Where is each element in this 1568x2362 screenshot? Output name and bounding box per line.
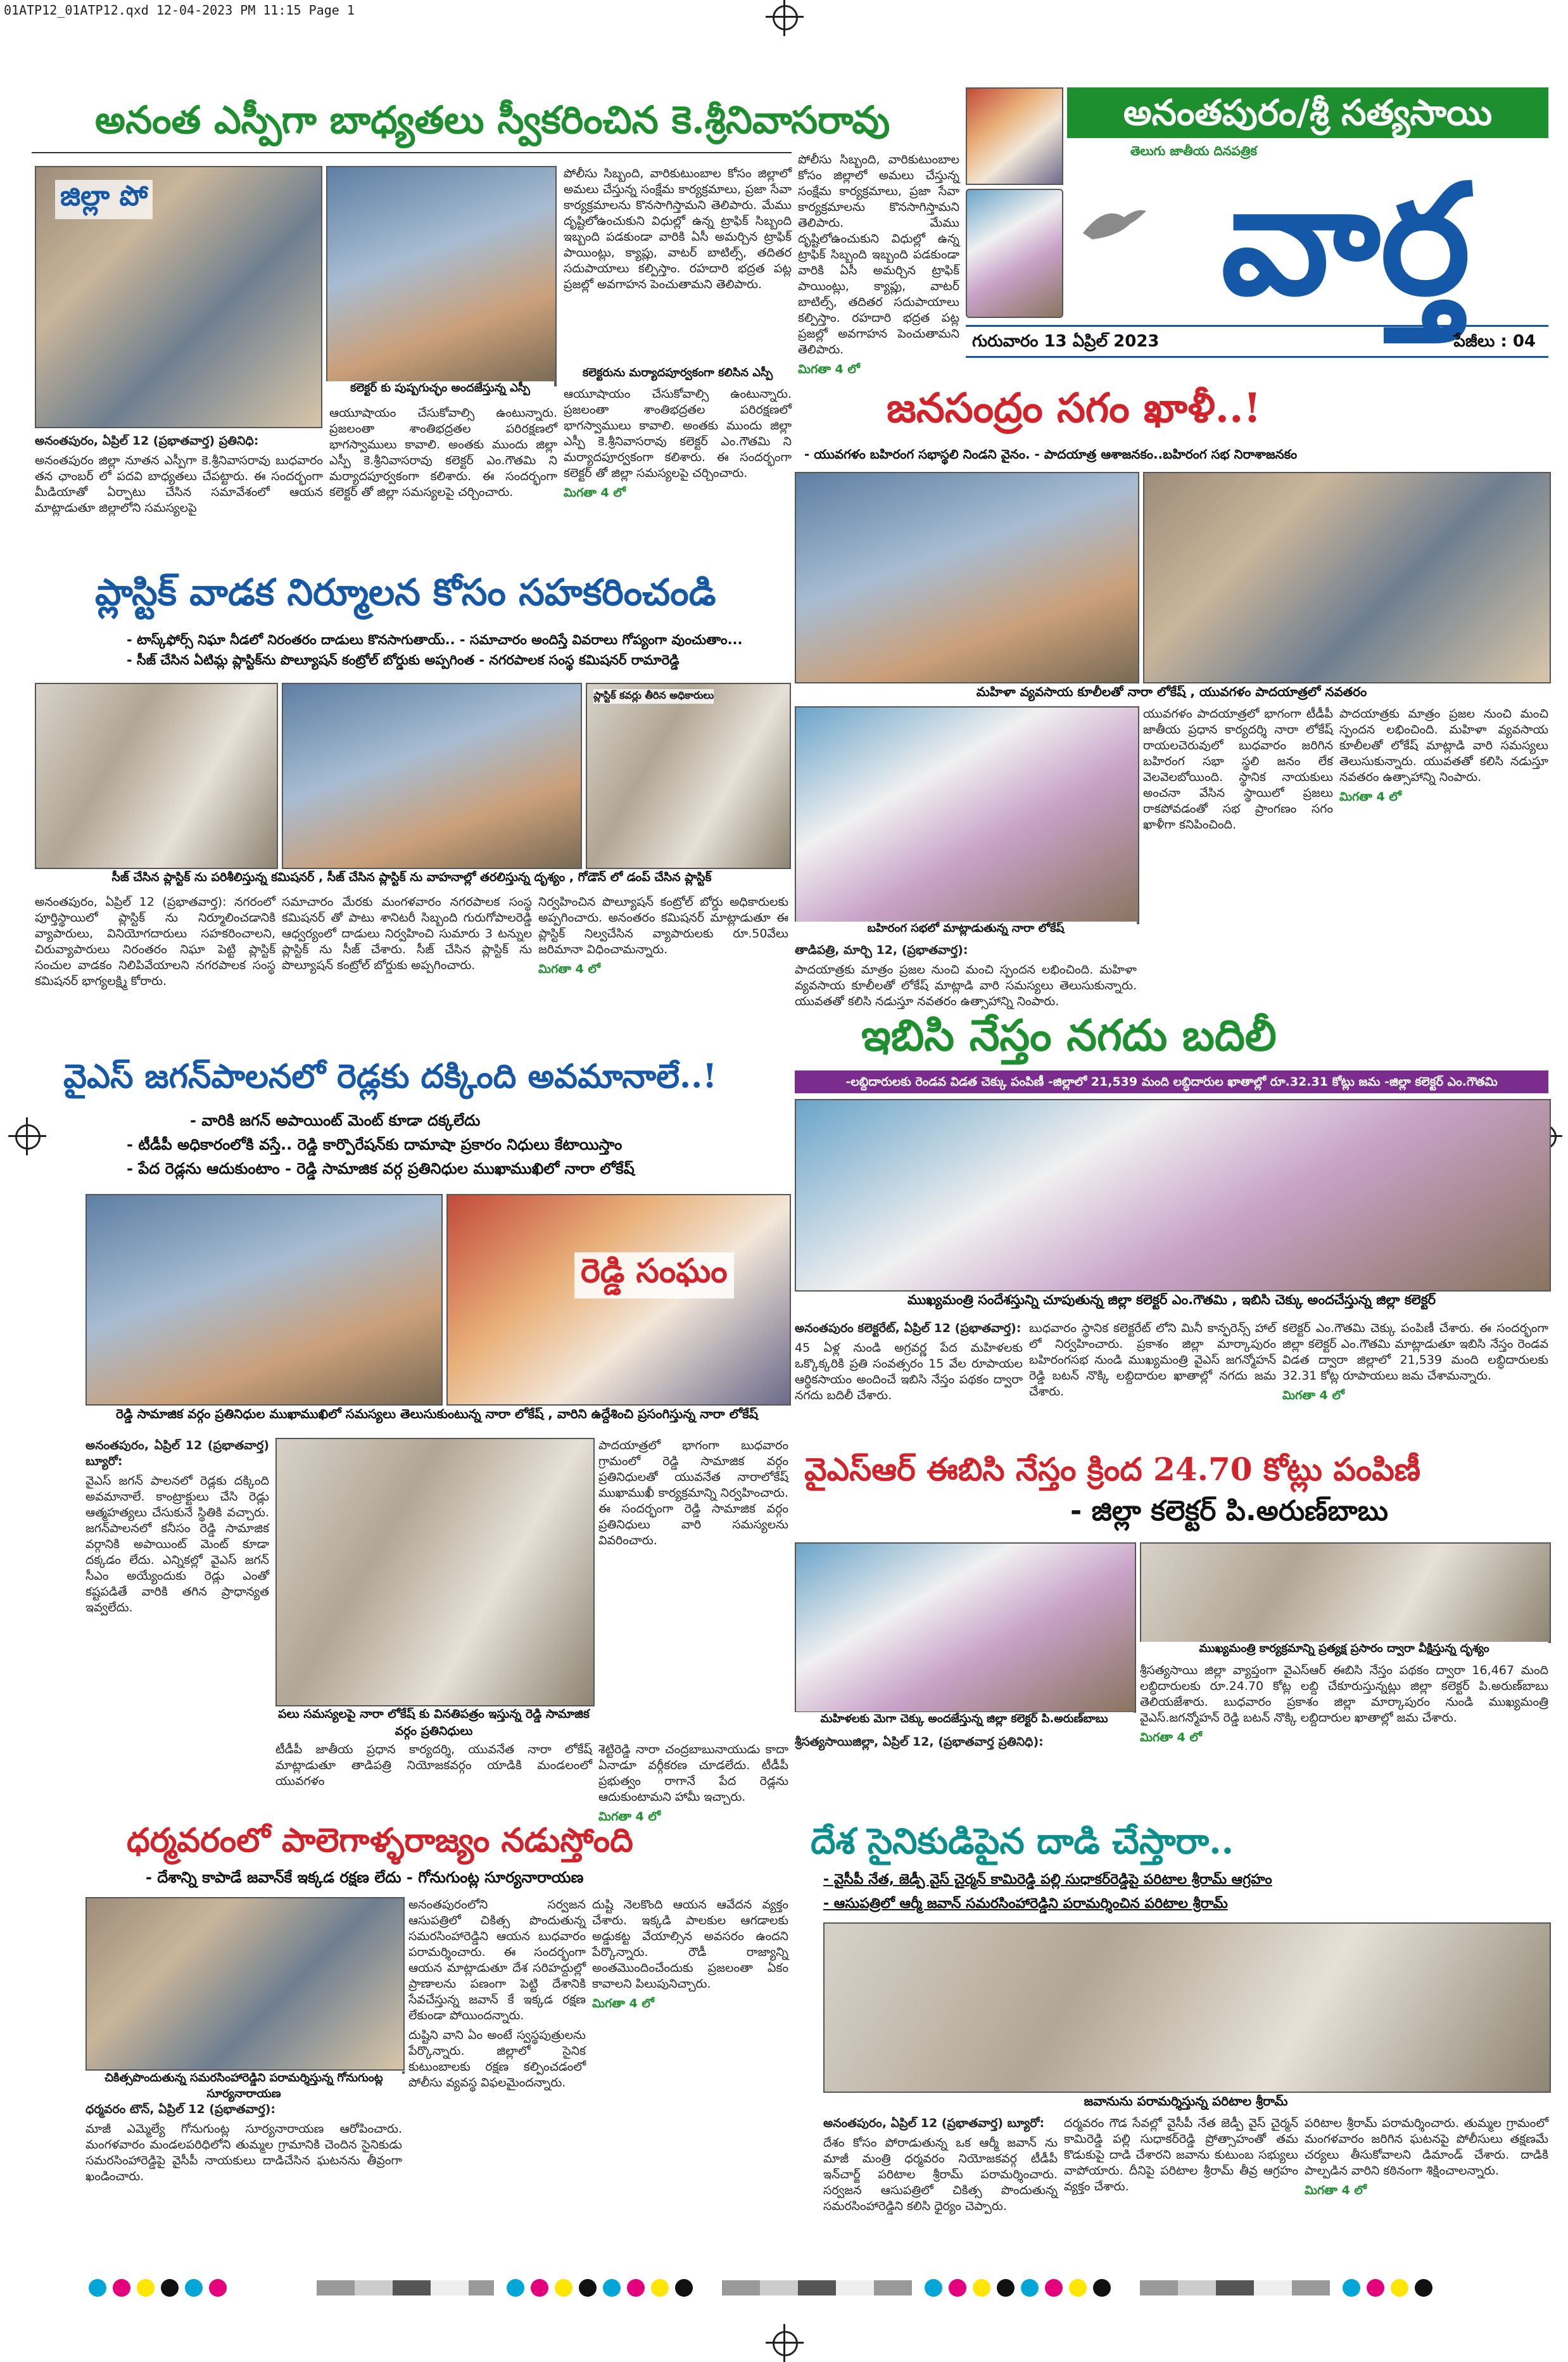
plastic-photo-inspection [35, 683, 278, 869]
file-slug: 01ATP12_01ATP12.qxd 12-04-2023 PM 11:15 Page 1 [4, 3, 355, 18]
ebc-headline: ఇబిసి నేస్తం నగదు బదిలీ [861, 1010, 1277, 1061]
color-bar-mid [507, 2279, 699, 2299]
janasandram-headline: జనసంద్రం సగం ఖాళీ..! [887, 384, 1261, 432]
dateline-bar [966, 325, 1548, 358]
masthead-tagline: తెలుగు జాతీయ దినపత్రిక [1130, 143, 1257, 158]
registration-mark-bottom [773, 2331, 798, 2356]
reddy-body-4 [598, 1742, 788, 1824]
plastic-caption: సీజ్ చేసిన ప్లాస్టిక్ ను పరిశీలిస్తున్న కమిషనర్ , సీజ్ చేసిన ప్లాస్టిక్ ను వాహనాల్లో తరలిస్తున్న దృశ్యం , గోడౌన్ లో డంప్ చేసిన ప్లాస్టిక్ [35, 870, 788, 887]
sp-body-2 [564, 166, 792, 356]
gray-bar-mid [722, 2280, 912, 2295]
dharmavaram-body-1 [85, 2102, 402, 2257]
reddy-continued: మిగతా 4 లో [598, 1810, 661, 1824]
reddy-banner-text: రెడ్డి సంఘం [574, 1252, 734, 1298]
sainikudu-body-2 [1064, 2116, 1298, 2258]
plastic-body-3 [538, 894, 788, 1040]
sp-photo-bouquet-1 [326, 166, 557, 384]
ysr-ebc-caption-2: మహిళలకు మెగా చెక్కు అందజేస్తున్న జిల్లా కలెక్టర్ పి.అరుణ్‌బాబు [795, 1712, 1134, 1728]
janasandram-caption-1: మహిళా వ్యవసాయ కూలీలతో నారా లోకేష్ , యువగళం పాదయాత్రలో నవతరం [795, 684, 1548, 702]
sainikudu-headline: దేశ సైనికుడిపైన దాడి చేస్తారా.. [811, 1820, 1234, 1862]
sainikudu-photo [823, 1922, 1551, 2093]
sp-headline: అనంత ఎస్పీగా బాధ్యతలు స్వీకరించిన కె.శ్రీనివాసరావు [95, 98, 890, 143]
reddy-body-3 [275, 1742, 592, 1812]
dharmavaram-subhead: - దేశాన్ని కాపాడే జవాన్‌కే ఇక్కడ రక్షణ లేదు - గోనుగుంట్ల సూర్యనారాయణ [146, 1869, 584, 1886]
janasandram-subhead: - యువగళం బహిరంగ సభాస్థలి నిండని వైనం. - పాదయాత్ర ఆశాజనకం..బహిరంగ సభ నిరాశాజనకం [804, 447, 1298, 462]
masthead-name: వార్త [1221, 150, 1470, 329]
color-bar-left [89, 2279, 233, 2299]
plastic-photo-truck [282, 683, 582, 869]
janasandram-body-mid [1143, 706, 1333, 1042]
issue-date: గురువారం 13 ఏప్రిల్ 2023 [972, 332, 1160, 351]
reddy-caption-1: రెడ్డి సామాజిక వర్గం ప్రతినిధుల ముఖాముఖిలో సమస్యలు తెలుసుకుంటున్న నారా లోకేష్ , వారిని ఉద్దేశించి ప్రసంగిస్తున్న నారా లోకేష్ [85, 1406, 788, 1425]
sp-body-text-right: పోలీసు సిబ్బంది, వారికుటుంబాల కోసం జిల్లాలో అమలు చేస్తున్న సంక్షేమ కార్యక్రమాలు, ప్రజా సేవా కార్యక్రమాలను కొనసాగిస్తామని తెలిపారు. మేము దృష్టిలోఉంచుకుని విధుల్లో ఉన్న ట్రాఫిక్ సిబ్బంది ఇబ్బంది పడకుండా వారికి ఏసీ అమర్చిన ట్రాఫిక్ పాయింట్లు, క్యాప్లు, వాటర్ బాటిల్స్, తదితర సదుపాయాలు కల్పిస్తాం. రహదారి భద్రత పట్ల ప్రజల్లో అవగాహన పెంచుతామని తెలిపారు. [798, 153, 959, 357]
sp-dateline: అనంతపురం, ఏప్రిల్ 12 (ప్రభాతవార్త) ప్రతినిధి: [35, 434, 259, 448]
sp-body-2b [564, 386, 792, 551]
sainikudu-body-1 [823, 2116, 1058, 2258]
janasandram-dateline: తాడిపత్రి, మార్చి 12, (ప్రభాతవార్త): [795, 943, 968, 957]
ysr-ebc-body-text: శ్రీసత్యసాయి జిల్లా వ్యాప్తంగా వైఎస్ఆర్ ఈబిసి నేస్తం పథకం ద్వారా 16,467 మంది లబ్ధిదారులకు రూ.24.70 కోట్ల లబ్ది చేకూరుస్తున్నట్లు జిల్లా కలెక్టర్ పి.అరుణ్‌బాబు తెలియజేశారు. బుధవారం ప్రకాశం జిల్లా మార్కాపురం నుండి ముఖ్యమంత్రి వైఎస్.జగన్మోహన్ రెడ్డి బటన్ నొక్కి లబ్దిదారుల ఖాతాల్లో జమ చేశారు. [1140, 1663, 1548, 1725]
reddy-body-1 [85, 1438, 269, 1805]
plastic-subhead-1: - టాస్క్‌ఫోర్స్ నిఘా నీడలో నిరంతరం దాడులు కొనసాగుతాయ్.. - సమాచారం అందిస్తే వివరాలు గోప్యంగా వుంచుతాం... [127, 632, 743, 647]
ysr-ebc-photo-cheque [795, 1542, 1136, 1713]
plastic-body-text-3: నిర్వహించిన పొల్యూషన్ కంట్రోల్ బోర్డు అధికారులకు అప్పగించారు. అనంతరం కమిషనర్ మాట్లాడుతూ ఈ ప్లాస్టిక్ నిల్వచేసిన వ్యాపారులకు రూ.50వేలు జరిమానా విధించామన్నారు. [538, 895, 788, 956]
ebc-continued: మిగతా 4 లో [1282, 1388, 1344, 1402]
sp-body-1 [35, 433, 323, 554]
color-bar-right [925, 2279, 1117, 2299]
reddy-body-text-4: శెట్టిరెడ్డి నారా చంద్రబాబునాయుడు కాదా ఏనాడూ వర్గీకరణ చూడలేదు. టీడీపీ ప్రభుత్వం రాగానే పేద రెడ్లను ఆదుకుంటామని హామీ ఇచ్చారు. [598, 1743, 788, 1804]
gray-bar-right [1140, 2280, 1330, 2295]
janasandram-body-text-2: యువగళం పాదయాత్రలో భాగంగా టీడీపీ జాతీయ ప్రధాన కార్యదర్శి నారా లోకేష్ రాయలచెరువులో బుధవారం జరిగిన బహిరంగ సభా స్థలి జనం లేక వెలవెలబోయింది. స్థానిక నాయకులు అంచనా వేసిన స్థాయిలో ప్రజలు రాకపోవడంతో సభ ప్రాంగణం సగం ఖాళీగా కనిపించింది. [1143, 707, 1333, 832]
ebc-body-text-3: కలెక్టర్ ఎం.గౌతమి చెక్కు పంపిణీ చేశారు. ఈ సందర్భంగా జిల్లా కలెక్టర్ ఎం.గౌతమి మాట్లాడుతూ ఇబిసి నేస్తం రెండవ విడత ద్వారా జిల్లాలో 21,539 మంది లబ్ధిదారులకు 32.31 కోట్ల రూపాయలు జమ చేశామన్నారు. [1282, 1321, 1548, 1383]
ebc-photo [795, 1099, 1551, 1292]
reddy-subhead-3: - పేద రెడ్లను ఆదుకుంటాం - రెడ్డి సామాజిక వర్గ ప్రతినిధుల ముఖాముఖిలో నారా లోకేష్ [127, 1160, 635, 1178]
reddy-subhead-2: - టీడీపీ అధికారంలోకి వస్తే.. రెడ్డి కార్పొరేషన్‌కు దామాషా ప్రకారం నిధులు కేటాయిస్తాం [127, 1136, 623, 1153]
dharmavaram-body-2 [408, 1897, 586, 2258]
sainikudu-body-text-3: పరిటాల శ్రీరామ్ పరామర్శించారు. తుమ్మల గ్రామంలో మంగళవారం జరిగిన ఘటనపై పోలీసులు తక్షణమే చర్యలు తీసుకోవాలని డిమాండ్ చేశారు. దాడికి పాల్పడిన వారిని కఠినంగా శిక్షించాలన్నారు. [1305, 2116, 1548, 2178]
reddy-headline: వైఎస్ జగన్‌పాలనలో రెడ్లకు దక్కింది అవమానాలే..! [63, 1057, 718, 1096]
registration-mark-top [773, 5, 798, 30]
reddy-body-text-2: పాదయాత్రలో భాగంగా బుధవారం గ్రామంలో రెడ్డి సామాజిక వర్గం ప్రతినిధులతో యువనేత నారాలోకేష్ ముఖాముఖీ కార్యక్రమాన్ని నిర్వహించారు. ఈ సందర్భంగా రెడ్డి సామాజిక వర్గం ప్రతినిధులు వారి సమస్యలను వివరించారు. [598, 1438, 788, 1547]
ysr-ebc-body [1140, 1663, 1548, 1808]
reddy-subhead-1: - వారికి జగన్ అపాయింట్ మెంట్ కూడా దక్కలేదు [190, 1112, 481, 1129]
janasandram-continued: మిగతా 4 లో [1339, 790, 1401, 804]
registration-mark-left [15, 1124, 41, 1150]
dharmavaram-caption: చికిత్సపొందుతున్న సమరసింహారెడ్డిని పరామర్శిస్తున్న గోనుగుంట్ల సూర్యనారాయణ [85, 2071, 402, 2103]
dharmavaram-headline: ధర్మవరంలో పాలెగాళ్ళరాజ్యం నడుస్తోంది [127, 1821, 633, 1860]
plastic-subhead-2: - సీజ్ చేసిన ఏటిమ్ల ప్లాస్టిక్‌ను పొల్యూషన్ కంట్రోల్ బోర్డుకు అప్పగింత - నగరపాలక సంస్థ కమిషనర్ రామారెడ్డి [127, 652, 680, 668]
ebc-dateline: అనంతపురం కలెక్టరేట్, ఏప్రిల్ 12 (ప్రభాతవార్త): [795, 1321, 1021, 1335]
sp-body-text-2: పోలీసు సిబ్బంది, వారికుటుంబాల కోసం జిల్లాలో అమలు చేస్తున్న సంక్షేమ కార్యక్రమాలు, ప్రజా సేవా కార్యక్రమాలను కొనసాగిస్తామని తెలిపారు. మేము దృష్టిలోఉంచుకుని విధుల్లో ఉన్న ట్రాఫిక్ సిబ్బంది ఇబ్బంది పడకుండా వారికి ఏసీ అమర్చిన ట్రాఫిక్ పాయింట్లు, క్యాప్లు, వాటర్ బాటిల్స్, తదితర సదుపాయాలు కల్పిస్తాం. రహదారి భద్రత పట్ల ప్రజల్లో అవగాహన పెంచుతామని తెలిపారు. [564, 167, 792, 291]
dharmavaram-body-text-4: దుష్టిని వాని ఏం అంటే స్వస్థపుత్రులను పేర్కొన్నారు. జిల్లాలో సైనిక కుటుంబాలకు రక్షణ కల్పించడంలో పోలీసు వ్యవస్థ విఫలమైందన్నారు. [408, 2028, 586, 2090]
ebc-body-2 [1029, 1321, 1276, 1454]
janasandram-caption-2: బహిరంగ సభలో మాట్లాడుతున్న నారా లోకేష్ [795, 922, 1137, 937]
plastic-headline: ప్లాస్టిక్ వాడక నిర్మూలన కోసం సహకరించండి [95, 571, 716, 614]
ysr-ebc-dateline-box [795, 1734, 1134, 1760]
dharmavaram-continued: మిగతా 4 లో [592, 1997, 654, 2010]
dove-logo [1080, 201, 1149, 246]
ysr-ebc-dateline: శ్రీసత్యసాయిజిల్లా, ఏప్రిల్ 12, (ప్రభాతవార్త ప్రతినిధి): [795, 1735, 1044, 1749]
janasandram-body-right [1339, 706, 1548, 1042]
plastic-body-2 [282, 894, 532, 1040]
sainikudu-caption: జవానును పరామర్శిస్తున్న పరిటాల శ్రీరామ్ [823, 2093, 1548, 2112]
sp-right-continued: మిగతా 4 లో [798, 362, 860, 376]
sainikudu-subhead-2: - ఆసుపత్రిలో ఆర్మీ జవాన్ సమరసింహారెడ్డిని పరామర్శించిన పరిటాల శ్రీరామ్ [823, 1896, 1228, 1912]
reddy-caption-2: పలు సమస్యలపై నారా లోకేష్ కు వినతిపత్రం ఇస్తున్న రెడ్డి సామాజిక వర్గం ప్రతినిధులు [275, 1707, 592, 1741]
page-count: పేజీలు : 04 [1453, 332, 1536, 351]
plastic-body-1 [35, 894, 275, 1040]
plastic-photo-note: ప్లాస్టిక్ కవర్లు తీరిన అధికారులు [593, 689, 714, 704]
ebc-body-3 [1282, 1321, 1548, 1454]
sainikudu-body-text-1: దేశం కోసం పోరాడుతున్న ఒక ఆర్మీ జవాన్ ను మాజీ మంత్రి ధర్మవరం నియోజకవర్గ టీడీపీ ఇన్‌చార్జ్ పరిటాల శ్రీరామ్ పరామర్శించారు. సర్వజన ఆసుపత్రిలో చికిత్స పొందుతున్న సమరసింహారెడ్డిని కలిసి ధైర్యం చెప్పారు. [823, 2136, 1058, 2213]
ebc-caption: ముఖ్యమంత్రి సందేశస్తున్ని చూపుతున్న జిల్లా కలెక్టర్ ఎం.గౌతమి , ఇబిసి చెక్కు అందచేస్తున్న జిల్లా కలెక్టర్ [795, 1292, 1548, 1311]
janasandram-body-text-3: పాదయాత్రకు మాత్రం ప్రజల నుంచి మంచి స్పందన లభించింది. మహిళా వ్యవసాయ కూలీలతో లోకేష్ మాట్లాడి వారి సమస్యలు తెలుసుకున్నారు. యువతతో కలిసి నడుస్తూ నవతరం ఉత్సాహాన్ని నింపారు. [1339, 707, 1548, 784]
plastic-body-text-1: అనంతపురం, ఏప్రిల్ 12 (ప్రభాతవార్త): నగరంలో పూర్తిస్థాయిలో ప్లాస్టిక్ ను నిర్మూలించడానికి వ్యాపారులు, వినియోగదారులు సహకరించాలని, చిరువ్యాపారులు నిరంతరం నిఘా పెట్టి ప్లాస్టిక్ సంచుల వాడకం నిలిపివేయాలని నగరపాలక సంస్థ కమిషనర్ భాగ్యలక్ష్మి కోరారు. [35, 895, 275, 988]
sp-body-text-2b: ఆయూషాయం చేసుకోవాల్సి ఉంటున్నారు. ప్రజలంతా శాంతిభద్రతల పరిరక్షణలో భాగస్వాములు కావాలి. అంతకు ముందు జిల్లా ఎస్పీ కె.శ్రీనివాసరావు కలెక్టర్ ఎం.గౌతమి ని మర్యాదపూర్వకంగా కలిశారు. ఈ సందర్భంగా కలెక్టర్ తో జిల్లా సమస్యలపై చర్చించారు. [564, 387, 792, 480]
sainikudu-body-text-2: దర్మవరం గౌడ సేవల్లో వైసీపీ నేత జెడ్పీ వైస్ చైర్మన్ కామిరెడ్డి పల్లి సుధాకర్‌రెడ్డి ప్రోత్సాహంతో తమ కొడుకుపై దాడి చేశారని జవాను కుటుంబ సభ్యులు వాపోయారు. దీనిపై పరిటాల శ్రీరామ్ తీవ్ర ఆగ్రహం వ్యక్తం చేశారు. [1064, 2116, 1298, 2194]
plastic-body-text-2: సమాచారం మేరకు మంగళవారం నగరపాలక సంస్థ కమిషనర్ తో పాటు శానిటరీ సిబ్బంది గురుగోపాలరెడ్డి ఆధ్వర్యంలో దాడులు నిర్వహించి సుమారు 3 టన్నుల ప్లాస్టిక్ ను సీజ్ చేశారు. సీజ్ చేసిన ప్లాస్టిక్ ను పొల్యూషన్ కంట్రోల్ బోర్డుకు అప్పగించారు. [282, 895, 532, 972]
ebc-body-1 [795, 1321, 1023, 1454]
reddy-body-text-3: టీడీపీ జాతీయ ప్రధాన కార్యదర్శి, యువనేత నారా లోకేష్ మాట్లాడుతూ తాడిపత్రి నియోజకవర్గం యాడికి మండలంలో యువగళం [275, 1743, 592, 1788]
ebc-strip: -లబ్దిదారులకు రెండవ విడత చెక్కు పంపిణీ -జిల్లాలో 21,539 మంది లబ్ధిదారుల ఖాతాల్లో రూ.32.31 కోట్లు జమ -జిల్లా కలెక్టర్ ఎం.గౌతమి [795, 1070, 1548, 1093]
sp-caption-1: కలెక్టర్ కు పుష్పగుచ్ఛం అందజేస్తున్న ఎస్పీ [326, 381, 554, 397]
masthead [966, 81, 1548, 360]
dharmavaram-photo-visit [85, 1897, 405, 2071]
reddy-body-2 [598, 1438, 788, 1736]
dharmavaram-dateline: ధర్మవరం టౌన్, ఏప్రిల్ 12 (ప్రభాతవార్త): [85, 2102, 276, 2116]
sainikudu-continued: మిగతా 4 లో [1305, 2183, 1367, 2197]
reddy-photo-speech [446, 1194, 791, 1406]
plastic-continued: మిగతా 4 లో [538, 962, 600, 976]
dharmavaram-body-3 [592, 1897, 788, 2258]
photo-sign-text: జిల్లా పో [55, 180, 153, 219]
gray-bar-left [317, 2280, 494, 2295]
masthead-edition: అనంతపురం/శ్రీ సత్యసాయి [1067, 87, 1548, 138]
plastic-photo-godown [586, 683, 791, 869]
sp-body-3 [329, 405, 557, 554]
janasandram-body-text-1: పాదయాత్రకు మాత్రం ప్రజల నుంచి మంచి స్పందన లభించింది. మహిళా వ్యవసాయ కూలీలతో లోకేష్ మాట్లాడి వారి సమస్యలు తెలుసుకున్నారు. యువతతో కలిసి నడుస్తూ నవతరం ఉత్సాహాన్ని నింపారు. [795, 963, 1137, 1008]
sp-body-text-3: ఆయూషాయం చేసుకోవాల్సి ఉంటున్నారు. ప్రజలంతా శాంతిభద్రతల పరిరక్షణలో భాగస్వాములు కావాలి. అంతకు ముందు జిల్లా ఎస్పీ కె.శ్రీనివాసరావు కలెక్టర్ ఎం.గౌతమి ని మర్యాదపూర్వకంగా కలిశారు. ఈ సందర్భంగా కలెక్టర్ తో జిల్లా సమస్యలపై చర్చించారు. [329, 406, 557, 499]
sp-photo-office [35, 166, 322, 428]
color-bar-far-right [1343, 2279, 1439, 2299]
deity-photo [966, 87, 1063, 185]
sp-continued: మిగతా 4 లో [564, 486, 626, 500]
ysr-ebc-caption-1: ముఖ్యమంత్రి కార్యక్రమాన్ని ప్రత్యక్ష ప్రసారం ద్వారా వీక్షిస్తున్న దృశ్యం [1140, 1642, 1548, 1658]
ysr-ebc-continued: మిగతా 4 లో [1140, 1730, 1202, 1744]
ysr-ebc-headline: వైఎస్ఆర్ ఈబిసి నేస్తం క్రింద 24.70 కోట్లు పంపిణీ [804, 1451, 1421, 1488]
leader-photo [966, 189, 1063, 318]
dharmavaram-body-text-1: మాజీ ఎమ్మెల్యే గోనుగుంట్ల సూర్యనారాయణ ఆరోపించారు. మంగళవారం మండలపరిధిలోని తుమ్మల గ్రామానికి చెందిన సైనికుడు సమరసింహారెడ్డిపై వైసీపీ నాయకులు దాడిచేసిన ఘటనను తీవ్రంగా ఖండించారు. [85, 2122, 402, 2183]
sainikudu-body-3 [1305, 2116, 1548, 2258]
divider [32, 152, 792, 153]
reddy-photo-petition [275, 1438, 595, 1706]
reddy-body-text-1: వైఎస్ జగన్ పాలనలో రెడ్లకు దక్కింది అవమానాలే. కాంట్రాక్టులు చేసి రెడ్లు ఆత్మహత్యలు చేసుకునే స్థితికి వచ్చారు. జగన్‌పాలనలో కనీసం రెడ్డి సామాజిక వర్గానికి అపాయింట్ మెంట్ కూడా దక్కడం లేదు. ఎన్నికల్లో వైఎస్ జగన్ సీఎం అయ్యేందుకు రెడ్లు ఎంతో కష్టపడితే వారికి తగిన ప్రాధాన్యత ఇవ్వలేదు. [85, 1474, 269, 1615]
janasandram-photo-women [795, 472, 1139, 683]
dharmavaram-body-text-3: దుష్టి నెలకొంది ఆయన ఆవేదన వ్యక్తం చేశారు. ఇక్కడి పాలకుల ఆగడాలకు అడ్డుకట్ట వేయాల్సిన అవసరం ఉందని పేర్కొన్నారు. రౌడీ రాజ్యాన్ని అంతమొందించేందుకు ప్రజలంతా ఏకం కావాలని పిలుపునిచ్చారు. [592, 1898, 788, 1991]
janasandram-photo-stage [795, 706, 1139, 924]
dharmavaram-body-text-2: అనంతపురంలోని సర్వజన ఆసుపత్రిలో చికిత్స పొందుతున్న సమరసింహారెడ్డిని ఆయన బుధవారం పరామర్శించారు. ఈ సందర్భంగా ఆయన మాట్లాడుతూ దేశ సరిహద్దుల్లో ప్రాణాలను పణంగా పెట్టి దేశానికి సేవచేస్తున్న జవాన్ కే ఇక్కడ రక్షణ లేకుండా పోయిందన్నారు. [408, 1898, 586, 2022]
ebc-body-text-1: 45 ఏళ్ల నుండి అగ్రవర్ణ పేద మహిళలకు ఒక్కొక్కరికి ప్రతి సంవత్సరం 15 వేల రూపాయల ఆర్థికసాయం అందించే ఇబిసి నేస్తం పథకం ద్వారా నగదు బదిలీ చేశారు. [795, 1341, 1023, 1402]
sp-body-text-1: అనంతపురం జిల్లా నూతన ఎస్పీగా కె.శ్రీనివాసరావు బుధవారం తన ఛాంబర్ లో పదవి బాధ్యతలు చేపట్టారు. ఈ సందర్భంగా మీడియాతో ఏర్పాటు చేసిన సమావేశంలో ఆయన మాట్లాడుతూ జిల్లాలోని సమస్యలపై [35, 454, 323, 515]
reddy-photo-meeting [85, 1194, 443, 1406]
ebc-body-text-2: బుధవారం స్థానిక కలెక్టరేట్ లోని మినీ కాన్ఫరెన్స్ హాల్ లో నిర్వహించారు. ప్రకాశం జిల్లా మార్కాపురం బహిరంగసభ నుండి ముఖ్యమంత్రి వైఎస్ జగన్మోహన్ రెడ్డి బటన్ నొక్కి లబ్దిదారుల ఖాతాల్లో నగదు జమ చేశారు. [1029, 1321, 1276, 1399]
sainikudu-dateline: అనంతపురం, ఏప్రిల్ 12 (ప్రభాతవార్త) బ్యూరో: [823, 2116, 1045, 2130]
sp-caption-2: కలెక్టరును మర్యాదపూర్వకంగా కలిసిన ఎస్పీ [564, 366, 792, 382]
reddy-dateline: అనంతపురం, ఏప్రిల్ 12 (ప్రభాతవార్త) బ్యూరో: [85, 1438, 269, 1468]
janasandram-photo-youth [1143, 472, 1551, 683]
ysr-ebc-photo-live [1140, 1542, 1551, 1643]
ysr-ebc-subhead: - జిల్లా కలెక్టర్ పి.అరుణ్‌బాబు [1070, 1495, 1388, 1527]
sainikudu-subhead-1: - వైసీపీ నేత, జెడ్పీ వైస్ చైర్మన్ కామిరెడ్డి పల్లి సుధాకర్‌రెడ్డిపై పరిటాల శ్రీరామ్ ఆగ్రహం [823, 1872, 1272, 1888]
